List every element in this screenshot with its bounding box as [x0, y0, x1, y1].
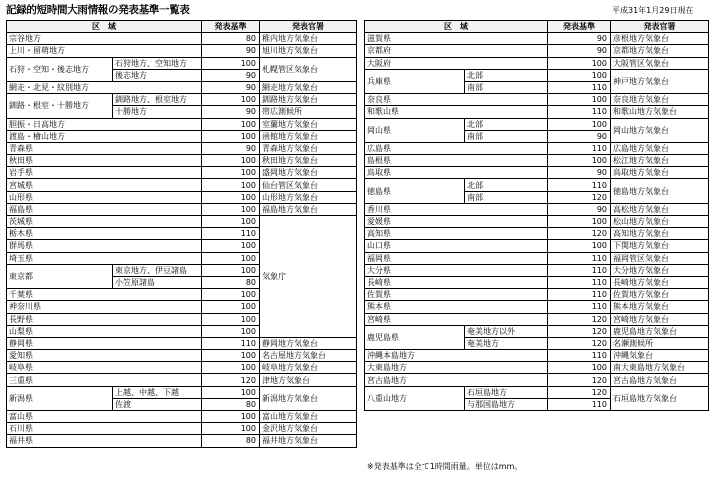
table-row	[365, 57, 709, 69]
criterion-cell: 120	[548, 228, 611, 240]
criterion-cell: 110	[548, 301, 611, 313]
criterion-cell: 100	[548, 57, 611, 69]
subarea-cell: 南部	[465, 81, 548, 93]
office-cell: 大分地方気象台	[611, 264, 709, 276]
table-row	[7, 411, 357, 423]
area-cell: 栃木県	[7, 228, 202, 240]
area-cell: 胆振・日高地方	[7, 118, 202, 130]
office-cell: 福島地方気象台	[260, 203, 357, 215]
table-row	[365, 203, 709, 215]
criterion-cell: 100	[548, 216, 611, 228]
office-cell: 彦根地方気象台	[611, 33, 709, 45]
table-row	[7, 350, 357, 362]
criterion-cell: 90	[202, 106, 260, 118]
office-cell: 岡山地方気象台	[611, 118, 709, 142]
area-cell: 三重県	[7, 374, 202, 386]
office-cell: 高知地方気象台	[611, 228, 709, 240]
table-row	[365, 240, 709, 252]
office-cell: 沖縄気象台	[611, 350, 709, 362]
criterion-cell: 80	[202, 435, 260, 447]
criterion-cell: 90	[202, 81, 260, 93]
criterion-cell: 100	[202, 191, 260, 203]
criterion-cell: 100	[548, 118, 611, 130]
area-cell: 長野県	[7, 313, 202, 325]
area-cell: 島根県	[365, 155, 548, 167]
table-row	[365, 289, 709, 301]
criterion-cell: 90	[548, 45, 611, 57]
table-row	[7, 118, 357, 130]
region-header: 区 域	[7, 21, 202, 33]
criterion-cell: 110	[548, 106, 611, 118]
table-row	[365, 106, 709, 118]
criterion-cell: 110	[548, 276, 611, 288]
criterion-cell: 110	[548, 289, 611, 301]
area-cell: 和歌山県	[365, 106, 548, 118]
criterion-cell: 80	[202, 398, 260, 410]
area-cell: 長崎県	[365, 276, 548, 288]
criterion-cell: 90	[548, 130, 611, 142]
office-cell: 札幌管区気象台	[260, 57, 357, 81]
area-cell: 宮古島地方	[365, 374, 548, 386]
criterion-cell: 120	[548, 374, 611, 386]
table-row	[365, 386, 709, 398]
criterion-cell: 100	[548, 69, 611, 81]
criterion-cell: 110	[548, 264, 611, 276]
table-row	[365, 179, 709, 191]
subarea-cell: 北部	[465, 118, 548, 130]
table-row	[365, 264, 709, 276]
area-cell: 宗谷地方	[7, 33, 202, 45]
header-row	[7, 21, 357, 33]
office-cell: 旭川地方気象台	[260, 45, 357, 57]
criterion-cell: 100	[202, 167, 260, 179]
area-cell: 鳥取県	[365, 167, 548, 179]
area-cell: 青森県	[7, 142, 202, 154]
criterion-cell: 110	[202, 228, 260, 240]
table-row	[7, 57, 357, 69]
area-cell: 大分県	[365, 264, 548, 276]
office-cell: 名瀬測候所	[611, 337, 709, 349]
office-cell: 鹿児島地方気象台	[611, 325, 709, 337]
subarea-cell: 上越、中越、下越	[113, 386, 202, 398]
table-row	[7, 191, 357, 203]
office-cell: 盛岡地方気象台	[260, 167, 357, 179]
office-cell: 鳥取地方気象台	[611, 167, 709, 179]
subarea-cell: 小笠原諸島	[113, 276, 202, 288]
criterion-cell: 90	[548, 167, 611, 179]
area-cell: 香川県	[365, 203, 548, 215]
criterion-cell: 90	[202, 45, 260, 57]
office-cell: 佐賀地方気象台	[611, 289, 709, 301]
criterion-cell: 100	[202, 118, 260, 130]
subarea-cell: 南部	[465, 191, 548, 203]
subarea-cell: 南部	[465, 130, 548, 142]
criterion-cell: 110	[202, 337, 260, 349]
subarea-cell: 奄美地方	[465, 337, 548, 349]
area-cell: 八重山地方	[365, 386, 465, 410]
area-cell: 岐阜県	[7, 362, 202, 374]
table-row	[365, 350, 709, 362]
table-row	[7, 130, 357, 142]
table-row	[7, 386, 357, 398]
office-cell: 神戸地方気象台	[611, 69, 709, 93]
office-cell: 大阪管区気象台	[611, 57, 709, 69]
area-cell: 富山県	[7, 411, 202, 423]
criterion-cell: 100	[202, 155, 260, 167]
area-cell: 群馬県	[7, 240, 202, 252]
area-cell: 熊本県	[365, 301, 548, 313]
criterion-cell: 100	[202, 386, 260, 398]
table-row	[365, 362, 709, 374]
area-cell: 滋賀県	[365, 33, 548, 45]
table-row	[365, 374, 709, 386]
table-row	[365, 94, 709, 106]
criterion-cell: 100	[202, 264, 260, 276]
criterion-cell: 120	[548, 337, 611, 349]
office-cell: 宮崎地方気象台	[611, 313, 709, 325]
subarea-cell: 奄美地方以外	[465, 325, 548, 337]
area-cell: 埼玉県	[7, 252, 202, 264]
area-cell: 静岡県	[7, 337, 202, 349]
office-cell: 福岡管区気象台	[611, 252, 709, 264]
table-row	[365, 313, 709, 325]
table-row	[7, 435, 357, 447]
office-cell: 青森地方気象台	[260, 142, 357, 154]
header-row	[365, 21, 709, 33]
office-cell: 稚内地方気象台	[260, 33, 357, 45]
table-row	[7, 374, 357, 386]
criterion-cell: 100	[548, 155, 611, 167]
area-cell: 茨城県	[7, 216, 202, 228]
table-row	[7, 45, 357, 57]
criterion-cell: 100	[548, 240, 611, 252]
area-cell: 広島県	[365, 142, 548, 154]
table-row	[365, 325, 709, 337]
office-cell: 和歌山地方気象台	[611, 106, 709, 118]
criterion-cell: 100	[202, 203, 260, 215]
office-cell: 静岡地方気象台	[260, 337, 357, 349]
office-cell: 岐阜地方気象台	[260, 362, 357, 374]
subarea-cell: 石狩地方、空知地方	[113, 57, 202, 69]
criterion-cell: 110	[548, 252, 611, 264]
page-title: 記録的短時間大雨情報の発表基準一覧表	[6, 4, 190, 16]
office-cell: 新潟地方気象台	[260, 386, 357, 410]
area-cell: 福井県	[7, 435, 202, 447]
area-cell: 沖縄本島地方	[365, 350, 548, 362]
office-cell: 仙台管区気象台	[260, 179, 357, 191]
area-cell: 千葉県	[7, 289, 202, 301]
table-row	[7, 203, 357, 215]
table-row	[7, 155, 357, 167]
criterion-cell: 80	[202, 33, 260, 45]
criterion-cell: 100	[202, 301, 260, 313]
table-row	[365, 69, 709, 81]
criterion-cell: 120	[548, 191, 611, 203]
criterion-cell: 100	[202, 411, 260, 423]
office-cell: 京都地方気象台	[611, 45, 709, 57]
criterion-cell: 100	[202, 94, 260, 106]
area-cell: 愛知県	[7, 350, 202, 362]
area-cell: 山梨県	[7, 325, 202, 337]
table-row	[7, 179, 357, 191]
criterion-cell: 100	[202, 313, 260, 325]
office-cell: 高松地方気象台	[611, 203, 709, 215]
criterion-cell: 100	[202, 216, 260, 228]
office-cell: 室蘭地方気象台	[260, 118, 357, 130]
office-cell: 熊本地方気象台	[611, 301, 709, 313]
criterion-cell: 100	[202, 362, 260, 374]
table-row	[365, 167, 709, 179]
table-row	[365, 216, 709, 228]
criterion-cell: 100	[548, 94, 611, 106]
table-row	[365, 301, 709, 313]
office-cell: 長崎地方気象台	[611, 276, 709, 288]
table-row	[365, 45, 709, 57]
criterion-cell: 100	[202, 240, 260, 252]
region-header: 区 域	[365, 21, 548, 33]
area-cell: 新潟県	[7, 386, 113, 410]
area-cell: 上川・留萌地方	[7, 45, 202, 57]
area-cell: 奈良県	[365, 94, 548, 106]
area-cell: 兵庫県	[365, 69, 465, 93]
area-cell: 高知県	[365, 228, 548, 240]
table-row	[7, 216, 357, 228]
area-cell: 岩手県	[7, 167, 202, 179]
criterion-cell: 100	[548, 362, 611, 374]
area-cell: 東京都	[7, 264, 113, 288]
area-cell: 岡山県	[365, 118, 465, 142]
area-cell: 宮崎県	[365, 313, 548, 325]
table-row	[7, 33, 357, 45]
office-cell: 釧路地方気象台	[260, 94, 357, 106]
area-cell: 京都府	[365, 45, 548, 57]
subarea-cell: 北部	[465, 69, 548, 81]
table-row	[7, 423, 357, 435]
office-cell: 津地方気象台	[260, 374, 357, 386]
area-cell: 神奈川県	[7, 301, 202, 313]
office-cell: 函館地方気象台	[260, 130, 357, 142]
area-cell: 山口県	[365, 240, 548, 252]
criterion-cell: 100	[202, 57, 260, 69]
area-cell: 佐賀県	[365, 289, 548, 301]
office-cell: 福井地方気象台	[260, 435, 357, 447]
table-row	[7, 142, 357, 154]
criterion-cell: 100	[202, 179, 260, 191]
area-cell: 徳島県	[365, 179, 465, 203]
criterion-cell: 100	[202, 423, 260, 435]
criterion-cell: 110	[548, 179, 611, 191]
table-row	[365, 276, 709, 288]
office-cell: 徳島地方気象台	[611, 179, 709, 203]
office-cell: 下関地方気象台	[611, 240, 709, 252]
criterion-cell: 120	[548, 325, 611, 337]
subarea-cell: 北部	[465, 179, 548, 191]
criterion-cell: 100	[202, 350, 260, 362]
office-cell: 南大東島地方気象台	[611, 362, 709, 374]
criterion-cell: 90	[202, 69, 260, 81]
office-cell: 富山地方気象台	[260, 411, 357, 423]
table-row	[365, 33, 709, 45]
subarea-cell: 東京地方、伊豆諸島	[113, 264, 202, 276]
office-cell: 帯広測候所	[260, 106, 357, 118]
office-header: 発表官署	[611, 21, 709, 33]
area-cell: 鹿児島県	[365, 325, 465, 349]
criterion-cell: 100	[202, 325, 260, 337]
office-cell: 松山地方気象台	[611, 216, 709, 228]
criterion-cell: 90	[548, 203, 611, 215]
office-cell: 広島地方気象台	[611, 142, 709, 154]
criterion-cell: 120	[202, 374, 260, 386]
criterion-cell: 110	[548, 350, 611, 362]
criterion-cell: 110	[548, 142, 611, 154]
criterion-cell: 110	[548, 81, 611, 93]
area-cell: 秋田県	[7, 155, 202, 167]
area-cell: 石川県	[7, 423, 202, 435]
office-header: 発表官署	[260, 21, 357, 33]
criterion-cell: 100	[202, 130, 260, 142]
area-cell: 山形県	[7, 191, 202, 203]
table-row	[7, 94, 357, 106]
area-cell: 福島県	[7, 203, 202, 215]
office-cell: 網走地方気象台	[260, 81, 357, 93]
office-cell: 秋田地方気象台	[260, 155, 357, 167]
criterion-cell: 120	[548, 313, 611, 325]
date-stamp: 平成31年1月29日現在	[612, 6, 694, 15]
table-row	[365, 155, 709, 167]
area-cell: 福岡県	[365, 252, 548, 264]
office-cell: 気象庁	[260, 216, 357, 338]
area-cell: 愛媛県	[365, 216, 548, 228]
office-cell: 山形地方気象台	[260, 191, 357, 203]
office-cell: 石垣島地方気象台	[611, 386, 709, 410]
area-cell: 石狩・空知・後志地方	[7, 57, 113, 81]
footnote: ※発表基準は全て1時間雨量。単位はmm。	[367, 462, 523, 471]
criterion-cell: 80	[202, 276, 260, 288]
subarea-cell: 十勝地方	[113, 106, 202, 118]
office-cell: 奈良地方気象台	[611, 94, 709, 106]
criterion-cell: 120	[548, 386, 611, 398]
subarea-cell: 釧路地方、根室地方	[113, 94, 202, 106]
criteria-table-right	[364, 20, 709, 411]
table-row	[7, 167, 357, 179]
table-row	[7, 362, 357, 374]
table-row	[365, 228, 709, 240]
table-row	[7, 337, 357, 349]
table-row	[365, 118, 709, 130]
table-row	[365, 252, 709, 264]
area-cell: 大阪府	[365, 57, 548, 69]
area-cell: 宮城県	[7, 179, 202, 191]
subarea-cell: 佐渡	[113, 398, 202, 410]
criterion-header: 発表基準	[202, 21, 260, 33]
criterion-cell: 100	[202, 252, 260, 264]
office-cell: 金沢地方気象台	[260, 423, 357, 435]
subarea-cell: 与那国島地方	[465, 398, 548, 410]
criterion-cell: 90	[548, 33, 611, 45]
area-cell: 釧路・根室・十勝地方	[7, 94, 113, 118]
subarea-cell: 石垣島地方	[465, 386, 548, 398]
table-row	[365, 142, 709, 154]
area-cell: 渡島・檜山地方	[7, 130, 202, 142]
office-cell: 名古屋地方気象台	[260, 350, 357, 362]
table-row	[7, 81, 357, 93]
criterion-cell: 100	[202, 289, 260, 301]
criterion-cell: 90	[202, 142, 260, 154]
area-cell: 大東島地方	[365, 362, 548, 374]
office-cell: 宮古島地方気象台	[611, 374, 709, 386]
criterion-cell: 110	[548, 398, 611, 410]
area-cell: 網走・北見・紋別地方	[7, 81, 202, 93]
office-cell: 松江地方気象台	[611, 155, 709, 167]
criteria-table-left	[6, 20, 357, 448]
criterion-header: 発表基準	[548, 21, 611, 33]
subarea-cell: 後志地方	[113, 69, 202, 81]
